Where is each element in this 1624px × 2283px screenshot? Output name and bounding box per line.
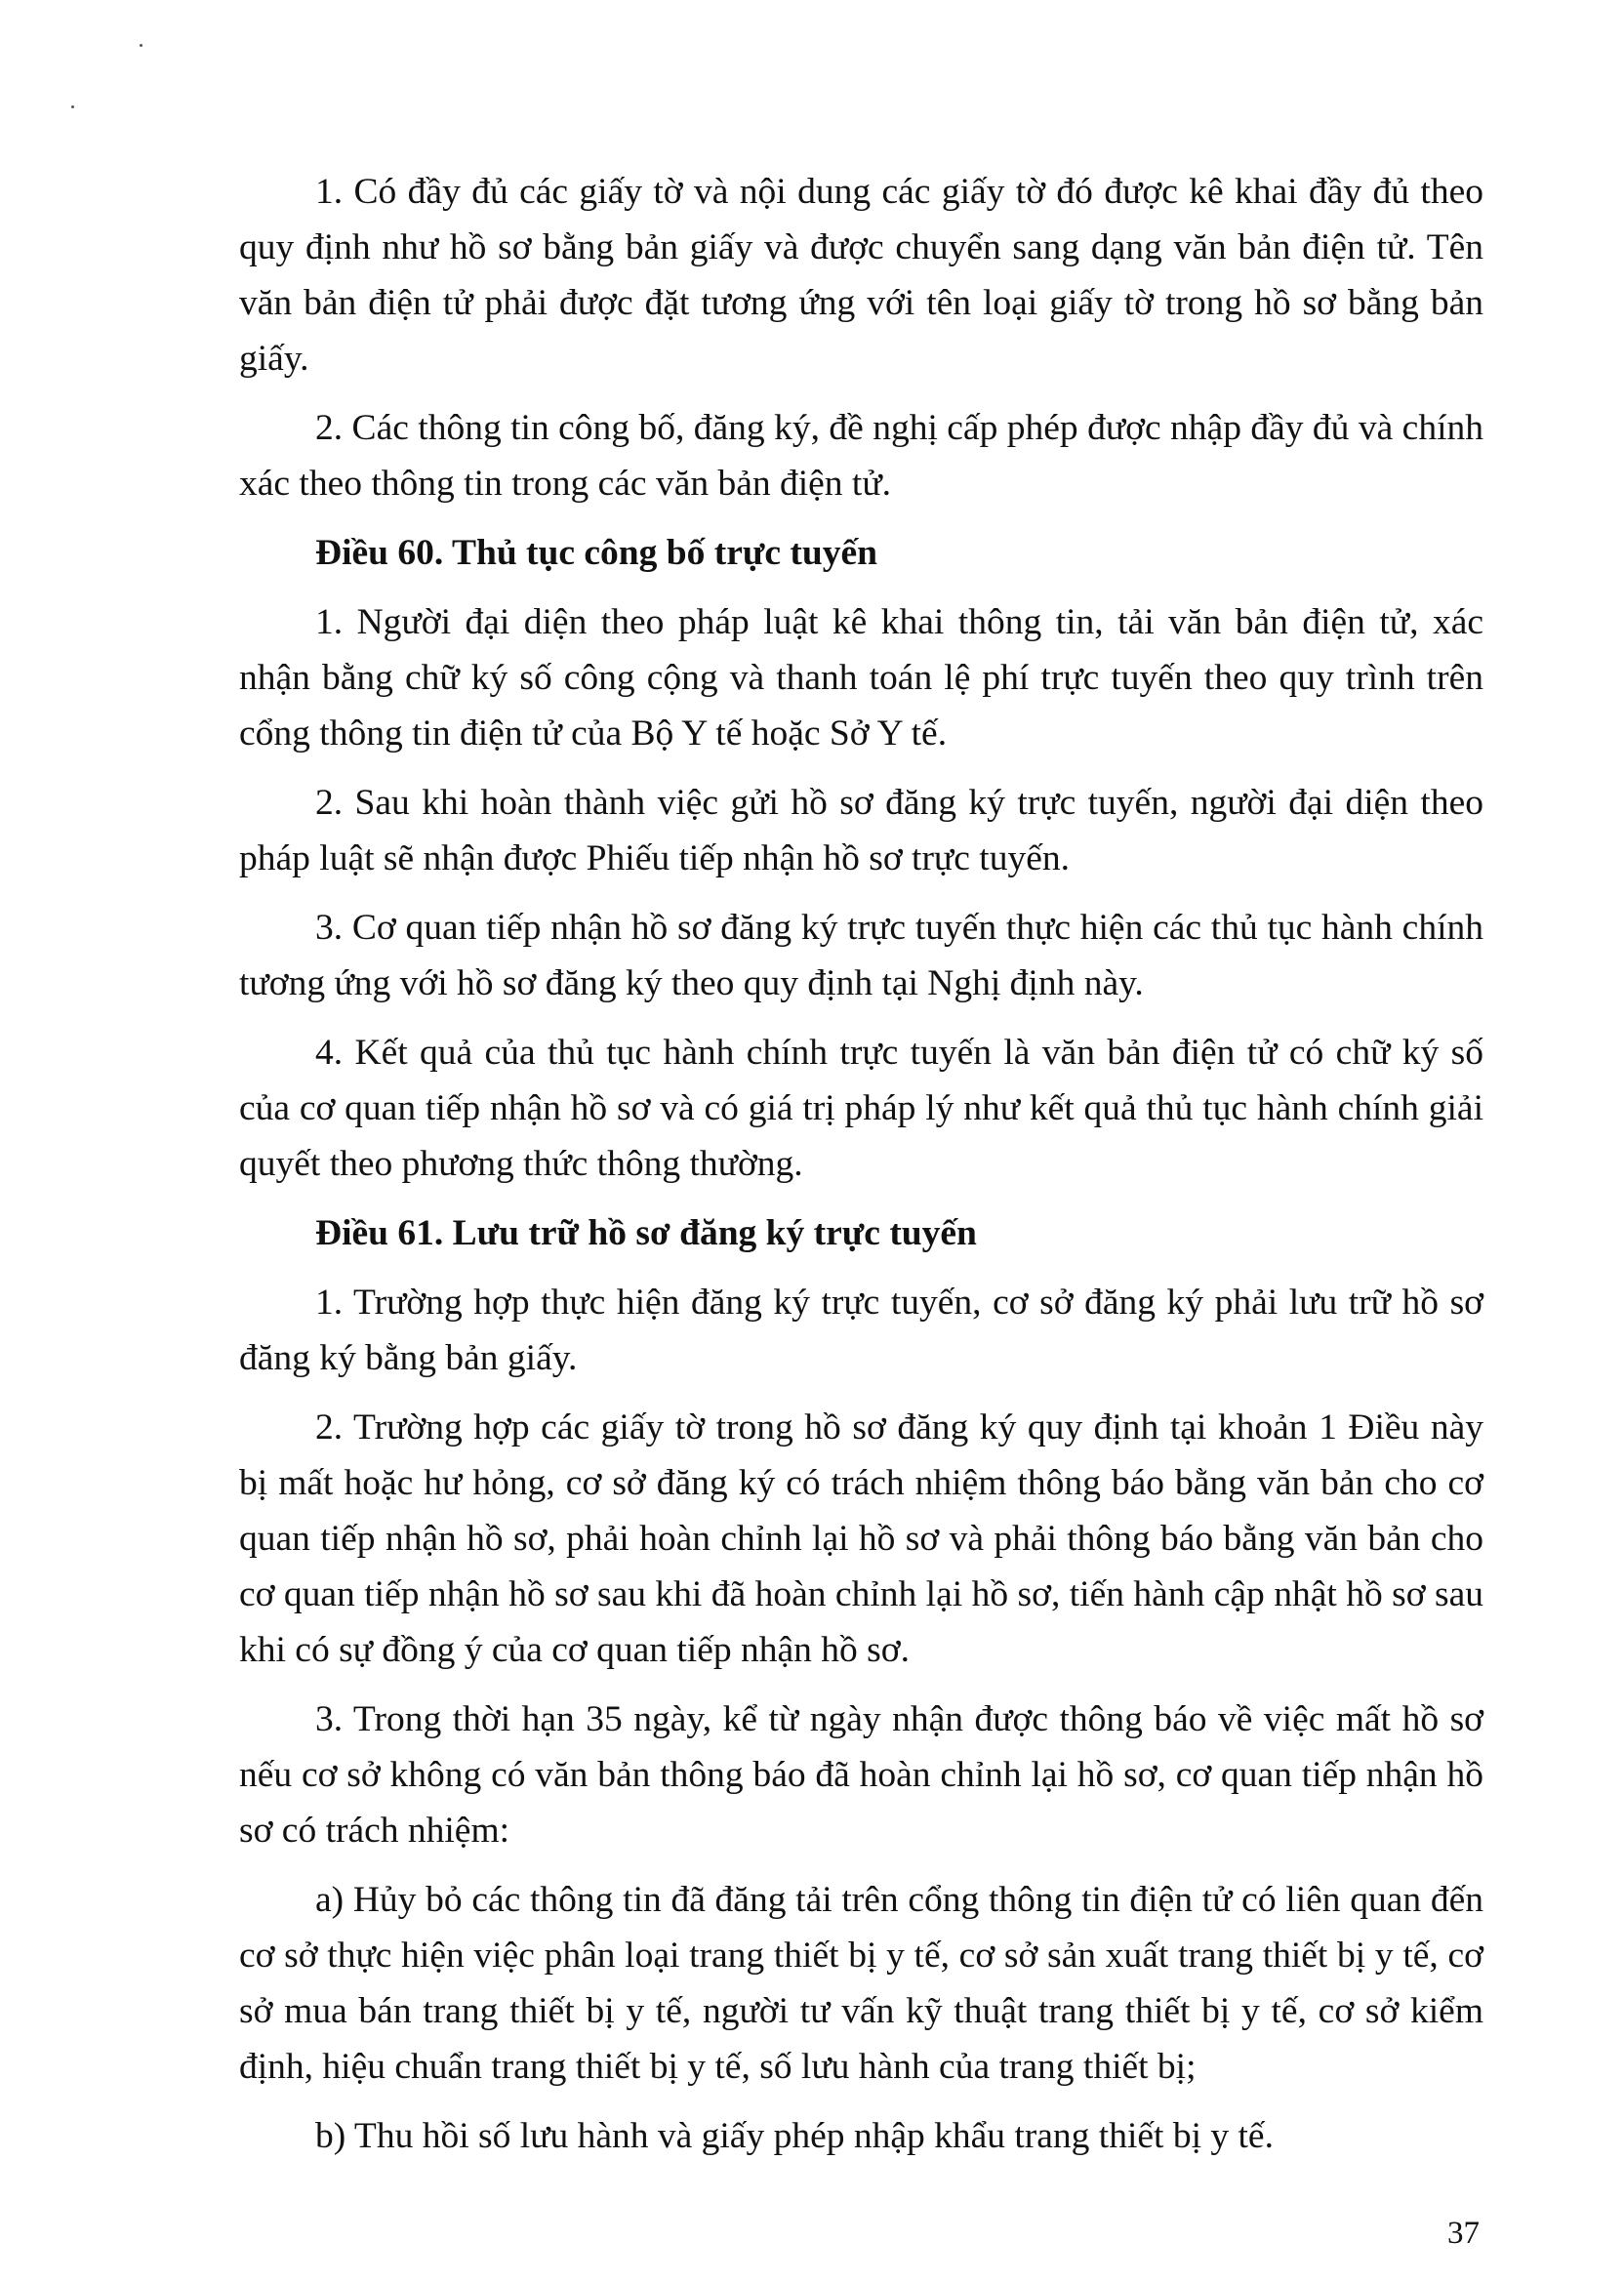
paragraph: 4. Kết quả của thủ tục hành chính trực tuyến là văn bản điện tử có chữ ký số của cơ quan tiếp nhận hồ sơ và có giá trị pháp lý như kết quả thủ tục hành chính giải quyết theo phương thức thông thường.: [239, 1033, 1483, 1184]
paragraph: 2. Các thông tin công bố, đăng ký, đề nghị cấp phép được nhập đầy đủ và chính xác theo thông tin trong các văn bản điện tử.: [239, 408, 1483, 504]
scan-speck-1: [140, 44, 142, 47]
scan-speck-2: [71, 105, 74, 108]
paragraph: b) Thu hồi số lưu hành và giấy phép nhập khẩu trang thiết bị y tế.: [315, 2116, 1274, 2156]
paragraph: 3. Cơ quan tiếp nhận hồ sơ đăng ký trực tuyến thực hiện các thủ tục hành chính tương ứng với hồ sơ đăng ký theo quy định tại Nghị định này.: [239, 908, 1483, 1003]
document-body: [239, 164, 1483, 2178]
paragraph: 2. Sau khi hoàn thành việc gửi hồ sơ đăng ký trực tuyến, người đại diện theo pháp luật sẽ nhận được Phiếu tiếp nhận hồ sơ trực tuyến.: [239, 783, 1483, 878]
article-heading: Điều 60. Thủ tục công bố trực tuyến: [315, 533, 878, 573]
article-heading: Điều 61. Lưu trữ hồ sơ đăng ký trực tuyến: [315, 1213, 977, 1253]
paragraph: 1. Người đại diện theo pháp luật kê khai thông tin, tải văn bản điện tử, xác nhận bằng chữ ký số công cộng và thanh toán lệ phí trực tuyến theo quy trình trên cổng thông tin điện tử của Bộ Y tế hoặc Sở Y tế.: [239, 602, 1483, 754]
paragraph: 1. Trường hợp thực hiện đăng ký trực tuyến, cơ sở đăng ký phải lưu trữ hồ sơ đăng ký bằng bản giấy.: [239, 1283, 1483, 1378]
paragraph: 1. Có đầy đủ các giấy tờ và nội dung các giấy tờ đó được kê khai đầy đủ theo quy định như hồ sơ bằng bản giấy và được chuyển sang dạng văn bản điện tử. Tên văn bản điện tử phải được đặt tương ứng với tên loại giấy tờ trong hồ sơ bằng bản giấy.: [239, 172, 1483, 379]
paragraph: 3. Trong thời hạn 35 ngày, kể từ ngày nhận được thông báo về việc mất hồ sơ nếu cơ sở không có văn bản thông báo đã hoàn chỉnh lại hồ sơ, cơ quan tiếp nhận hồ sơ có trách nhiệm:: [239, 1699, 1483, 1851]
paragraph: a) Hủy bỏ các thông tin đã đăng tải trên cổng thông tin điện tử có liên quan đến cơ sở thực hiện việc phân loại trang thiết bị y tế, cơ sở sản xuất trang thiết bị y tế, cơ sở mua bán trang thiết bị y tế, người tư vấn kỹ thuật trang thiết bị y tế, cơ sở kiểm định, hiệu chuẩn trang thiết bị y tế, số lưu hành của trang thiết bị;: [239, 1880, 1483, 2087]
paragraph: 2. Trường hợp các giấy tờ trong hồ sơ đăng ký quy định tại khoản 1 Điều này bị mất hoặc hư hỏng, cơ sở đăng ký có trách nhiệm thông báo bằng văn bản cho cơ quan tiếp nhận hồ sơ, phải hoàn chỉnh lại hồ sơ và phải thông báo bằng văn bản cho cơ quan tiếp nhận hồ sơ sau khi đã hoàn chỉnh lại hồ sơ, tiến hành cập nhật hồ sơ sau khi có sự đồng ý của cơ quan tiếp nhận hồ sơ.: [239, 1407, 1483, 1670]
page-number: 37: [1447, 2216, 1480, 2251]
